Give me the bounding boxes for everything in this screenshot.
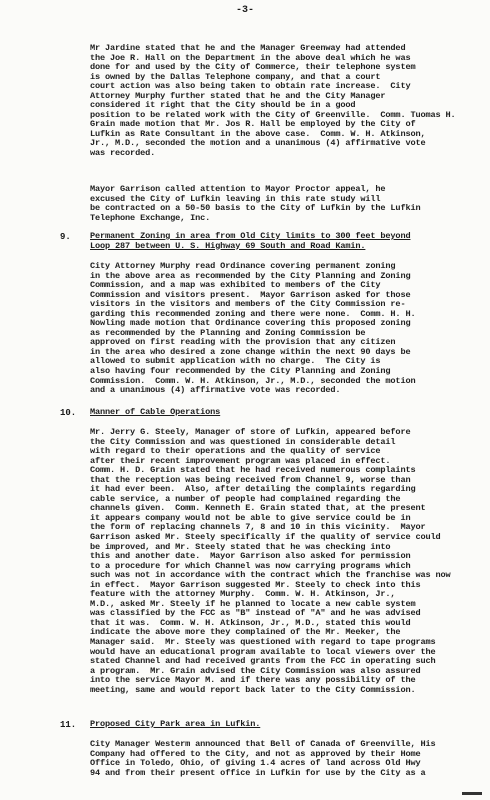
- paragraph-intro-1: Mr Jardine stated that he and the Manager Greenway had attended the Joe R. Hall on the Department in the above deal which he was done for and used by the City of Commerce, their telephone system is owned by the Dallas Telephone company, and that a court court action was also being taken to obtain rate increase. City Attorney Murphy further stated that he and the City Manager considered it right that the City should be in a good position to be related work with the City of Greenville. Comm. Tuomas H. Grain made motion that Mr. Jos R. Hall be employed by the City of Lufkin as Rate Consultant in the above case. Comm. W. H. Atkinson, Jr., M.D., seconded the motion and a unanimous (4) affirmative vote was recorded.: [90, 43, 456, 159]
- item-title-9: Permanent Zoning in area from Old City limits to 300 feet beyond Loop 287 between U. S. Highway 69 South and Road Kamin.: [90, 231, 411, 251]
- paragraph-item-10: Mr. Jerry G. Steely, Manager of store of Lufkin, appeared before the City Commission and was questioned in considerable detail with regard to their operations and the quality of service after their recent improvement program was placed in effect. Comm. H. D. Grain stated that he had received numerous complaints that the reception was being received from Channel 9, worse than it had ever been. Also, after detailing the complaints regarding cable service, a number of people had complained regarding the channels given. Comm. Kenneth E. Grain stated that, at the present it appears company would not be able to give service could be in the form of replacing channels 7, 8 and 10 in this vicinity. Mayor Garrison asked Mr. Steely specifically if the quality of service could be improved, and Mr. Steely stated that he was checking into this and another date. Mayor Garrison also asked for permission to a procedure for which Channel was now carrying programs which such was not in accordance with the contract which the franchise was now in effect. Mayor Garrison suggested Mr. Steely to check into this feature with the attorney Murphy. Comm. W. H. Atkinson, Jr., M.D., asked Mr. Steely if he planned to locate a new cable system was classified by the FCC as "B" instead of "A" and he was advised that it was. Comm. W. H. Atkinson, Jr., M.D., stated this would indicate the above more they complained of the Mr. Meeker, the Manager said. Mr. Steely was questioned with regard to tape programs would have an educational program available to local viewers over the stated Channel and had received grants from the FCC in operating such a program. Mr. Grain advised the City Commission was also assured into the service Mayor M. and if there was any possibility of the meeting, same and would report back later to the City Commission.: [90, 427, 451, 695]
- page-number: -3-: [235, 5, 254, 16]
- item-title-10: Manner of Cable Operations: [90, 407, 221, 417]
- item-number-10: 10.: [60, 408, 77, 418]
- item-number-9: 9.: [60, 232, 71, 242]
- paragraph-item-9: City Attorney Murphy read Ordinance covering permanent zoning in the above area as recommended by the City Planning and Zoning Commission, and a map was exhibited to members of the City Commission and visitors present. Mayor Garrison asked for those visitors in the visitors and members of the City Commission re- garding this recommended zoning and there were none. Comm. H. H. Nowling made motion that Ordinance covering this proposed zoning as recommended by the Planning and Zoning Commission be approved on first reading with the provision that any citizen in the area who desired a zone change within the next 90 days be allowed to submit application with no charge. The City is also having four recommended by the City Planning and Zoning Commission. Comm. W. H. Atkinson, Jr., M.D., seconded the motion and a unanimous (4) affirmative vote was recorded.: [90, 261, 416, 396]
- corner-mark: [462, 792, 482, 795]
- item-number-11: 11.: [60, 720, 77, 730]
- paragraph-item-11: City Manager Westerm announced that Bell of Canada of Greenville, His Company had offered to the City, and not as approved by their Home Office in Toledo, Ohio, of giving 1.4 acres of land across Old Hwy 94 and from their present office in Lufkin for use by the City as a: [90, 739, 436, 778]
- item-title-11: Proposed City Park area in Lufkin.: [90, 719, 261, 729]
- paragraph-intro-2: Mayor Garrison called attention to Mayor Proctor appeal, he excused the City of Lufkin leaving in this rate study will be contracted on a 50-50 basis to the City of Lufkin by the Lufkin Telephone Exchange, Inc.: [90, 184, 421, 223]
